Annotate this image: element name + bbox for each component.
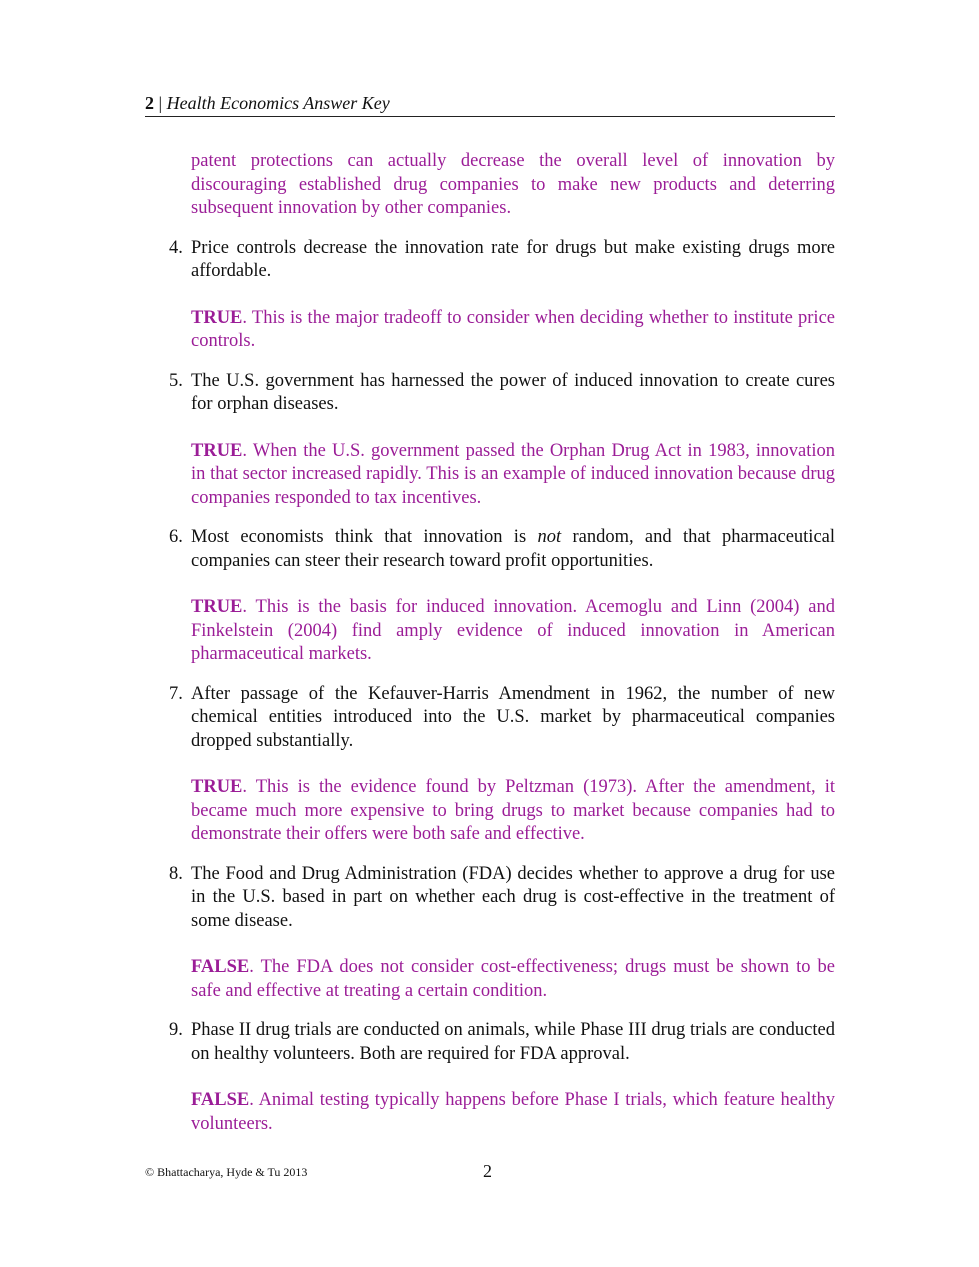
question-statement: After passage of the Kefauver-Harris Amendment in 1962, the number of new chemical entities introduced into the U.S. market by pharmaceutical companies dropped substantially.	[191, 683, 835, 751]
question-statement: Phase II drug trials are conducted on animals, while Phase III drug trials are conducted on healthy volunteers. Both are required for FDA approval.	[191, 1020, 835, 1064]
answer-text: . This is the basis for induced innovation. Acemoglu and Linn (2004) and Finkelstein (2004) find amply evidence of induced innovation in American pharmaceutical markets.	[191, 597, 835, 664]
question-item-8	[145, 863, 835, 934]
question-number: 6.	[169, 527, 183, 547]
question-statement: Most economists think that innovation is not random, and that pharmaceutical companies can steer their research toward profit opportunities.	[191, 527, 836, 571]
question-number: 7.	[169, 683, 183, 704]
question-statement: Price controls decrease the innovation rate for drugs but make existing drugs more affordable.	[191, 237, 835, 281]
header-title: Health Economics Answer Key	[166, 93, 390, 113]
question-statement: The U.S. government has harnessed the power of induced innovation to create cures for orphan diseases.	[191, 370, 835, 414]
answer-5	[191, 440, 835, 511]
answer-text: . Animal testing typically happens before Phase I trials, which feature healthy volunteers.	[191, 1090, 835, 1134]
verdict-label: TRUE	[191, 440, 243, 461]
answer-key-content	[145, 150, 835, 1136]
verdict-label: FALSE	[191, 1090, 250, 1110]
question-item-6	[145, 526, 835, 573]
question-number: 8.	[169, 863, 183, 884]
question-item-5	[145, 370, 835, 417]
verdict-label: TRUE	[191, 307, 243, 328]
copyright-notice: © Bhattacharya, Hyde & Tu 2013	[145, 1165, 308, 1179]
answer-9	[191, 1089, 835, 1136]
answer-text: . The FDA does not consider cost-effectiveness; drugs must be shown to be safe and effective at treating a certain condition.	[191, 957, 835, 1001]
answer-8	[191, 956, 835, 1003]
header-page-number: 2	[145, 93, 154, 113]
question-item-4	[145, 237, 835, 284]
answer-7	[191, 776, 835, 847]
emphasis-not: not	[537, 527, 562, 547]
question-number: 5.	[169, 370, 183, 391]
question-item-7	[145, 683, 835, 754]
page-footer	[145, 1160, 835, 1184]
answer-text: . This is the evidence found by Peltzman (1973). After the amendment, it became much more expensive to bring drugs to market because companies had to demonstrate their offers were both safe and effective.	[191, 777, 835, 844]
verdict-label: FALSE	[191, 957, 250, 977]
footer-page-number: 2	[483, 1161, 492, 1181]
answer-text: . When the U.S. government passed the Orphan Drug Act in 1983, innovation in that sector increased rapidly. This is an example of induced innovation because drug companies responded to tax incentives.	[191, 440, 835, 508]
continued-answer	[191, 150, 835, 221]
answer-4	[191, 307, 835, 354]
question-number: 4.	[169, 237, 183, 258]
verdict-label: TRUE	[191, 777, 243, 797]
header-separator: |	[154, 93, 167, 113]
question-statement: The Food and Drug Administration (FDA) decides whether to approve a drug for use in the U.S. based in part on whether each drug is cost-effective in the treatment of some disease.	[191, 863, 835, 931]
verdict-label: TRUE	[191, 597, 243, 617]
running-header	[145, 92, 835, 117]
question-number: 9.	[169, 1020, 183, 1040]
answer-6	[191, 596, 835, 667]
question-item-9	[145, 1019, 835, 1066]
answer-text: patent protections can actually decrease the overall level of innovation by discouraging established drug companies to make new products and deterring subsequent innovation by other companies.	[191, 151, 835, 218]
answer-text: . This is the major tradeoff to consider when deciding whether to institute price controls.	[191, 307, 835, 351]
